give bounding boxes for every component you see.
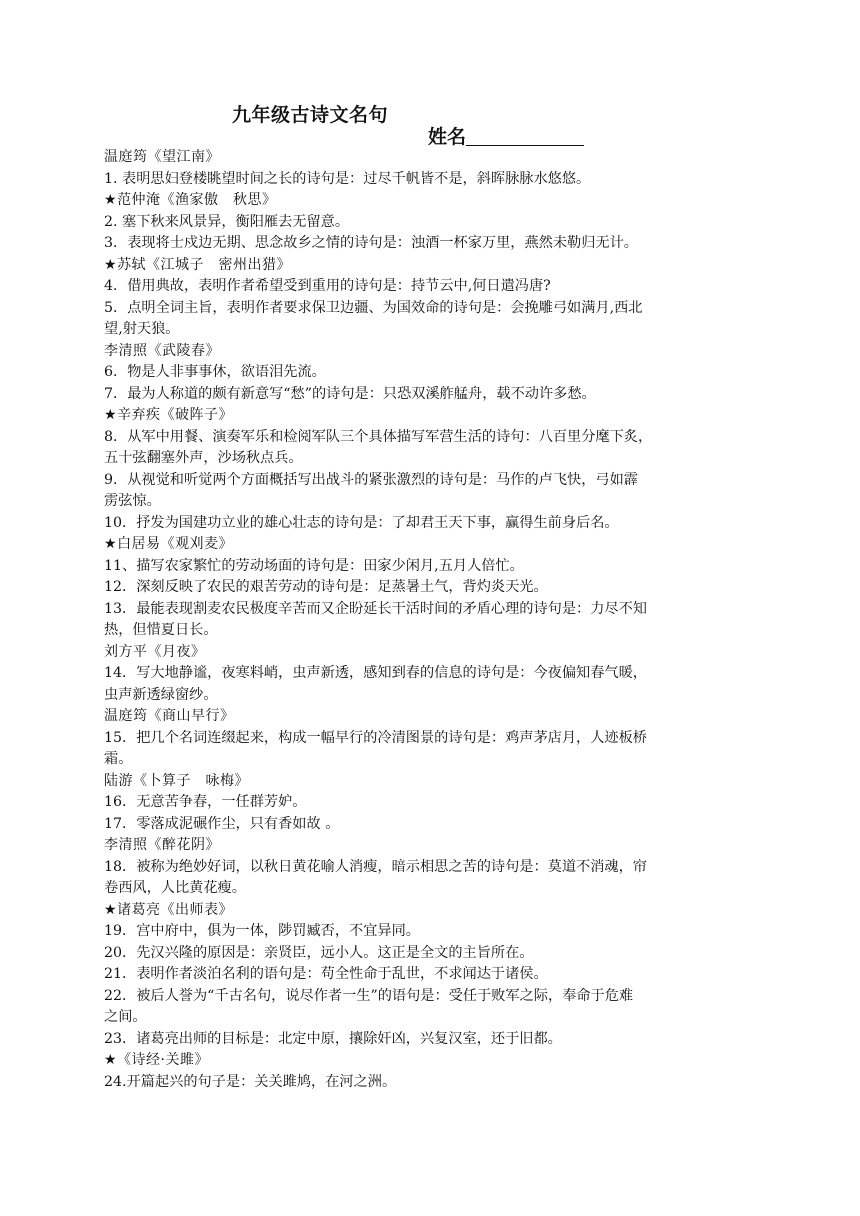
quote-text: 之间。 xyxy=(104,1009,147,1025)
source-heading xyxy=(104,1050,764,1072)
source-heading xyxy=(104,255,764,277)
quote-text: 7．最为人称道的颇有新意写“愁”的诗句是：只恐双溪舴艋舟，载不动许多愁。 xyxy=(104,385,596,402)
quote-line xyxy=(104,943,764,965)
poem-list xyxy=(104,147,764,1093)
quote-line xyxy=(104,878,764,900)
source-text: 白居易《观刈麦》 xyxy=(117,536,234,552)
quote-text: 8．从军中用餐、演奏军乐和检阅军队三个具体描写军营生活的诗句：八百里分麾下炙， xyxy=(104,428,653,445)
quote-text: 12．深刻反映了农民的艰苦劳动的诗句是：足蒸暑土气，背灼炎天光。 xyxy=(104,579,548,595)
quote-line xyxy=(104,427,764,449)
quote-line xyxy=(104,362,764,384)
quote-line xyxy=(104,857,764,879)
quote-line xyxy=(104,212,764,234)
quote-text: 10．抒发为国建功立业的雄心壮志的诗句是：了却君王天下事，赢得生前身后名。 xyxy=(104,514,619,531)
quote-line xyxy=(104,814,764,836)
quote-text: 霜。 xyxy=(104,751,133,767)
quote-line xyxy=(104,448,764,470)
source-heading xyxy=(104,147,764,169)
quote-text: 16．无意苦争春，一任群芳妒。 xyxy=(104,794,307,810)
source-heading xyxy=(104,706,764,728)
quote-line xyxy=(104,491,764,513)
star-icon: ★ xyxy=(104,407,118,423)
quote-line xyxy=(104,1007,764,1029)
quote-line xyxy=(104,470,764,492)
quote-text: 4．借用典故，表明作者希望受到重用的诗句是：持节云中,何日遣冯唐? xyxy=(104,278,551,294)
quote-line xyxy=(104,749,764,771)
source-heading xyxy=(104,534,764,556)
quote-text: 2. 塞下秋来风景异，衡阳雁去无留意。 xyxy=(104,213,350,230)
star-icon: ★ xyxy=(104,1052,118,1068)
quote-text: 5．点明全词主旨，表明作者要求保卫边疆、为国效命的诗句是：会挽雕弓如满月,西北 xyxy=(104,299,643,316)
source-text: 《诗经·关雎》 xyxy=(117,1052,210,1068)
quote-text: 3．表现将士戍边无期、思念故乡之情的诗句是：浊酒一杯家万里，燕然未勒归无计。 xyxy=(104,235,638,251)
source-text: 范仲淹《渔家傲 秋思》 xyxy=(117,192,277,208)
quote-text: 雳弦惊。 xyxy=(104,493,161,509)
quote-line xyxy=(104,728,764,750)
source-text: 温庭筠《望江南》 xyxy=(104,149,220,165)
source-text: 诸葛亮《出师表》 xyxy=(117,901,234,918)
quote-text: 9．从视觉和听觉两个方面概括写出战斗的紧张激烈的诗句是：马作的卢飞快，弓如霹 xyxy=(104,471,638,488)
quote-text: 14．写大地静谧，夜寒料峭，虫声新透，感知到春的信息的诗句是：今夜偏知春气暖， xyxy=(104,665,647,681)
quote-line xyxy=(104,663,764,685)
name-blank-line xyxy=(466,125,584,146)
quote-text: 虫声新透绿窗纱。 xyxy=(104,686,218,703)
source-text: 李清照《武陵春》 xyxy=(104,342,220,359)
source-text: 温庭筠《商山早行》 xyxy=(104,708,235,724)
quote-line xyxy=(104,685,764,707)
quote-line xyxy=(104,620,764,642)
quote-text: 17．零落成泥碾作尘，只有香如故 。 xyxy=(104,815,340,832)
quote-text: 11、描写农家繁忙的劳动场面的诗句是：田家少闲月,五月人倍忙。 xyxy=(104,557,524,574)
star-icon: ★ xyxy=(104,536,118,552)
source-heading xyxy=(104,835,764,857)
source-text: 辛弃疾《破阵子》 xyxy=(117,407,234,423)
quote-text: 24.开篇起兴的句子是：关关雎鸠，在河之洲。 xyxy=(104,1073,397,1090)
quote-line xyxy=(104,384,764,406)
quote-line xyxy=(104,319,764,341)
quote-line xyxy=(104,513,764,535)
quote-text: 23．诸葛亮出师的目标是：北定中原，攘除奸凶，兴复汉室，还于旧都。 xyxy=(104,1030,562,1047)
quote-text: 22．被后人誉为“千古名句，说尽作者一生”的语句是：受任于败军之际，奉命于危难 xyxy=(104,987,634,1004)
quote-text: 19．宫中府中，俱为一体，陟罚臧否，不宜异同。 xyxy=(104,923,420,939)
page-title: 九年级古诗文名句 xyxy=(232,104,389,126)
source-text: 李清照《醉花阴》 xyxy=(104,837,220,853)
quote-line xyxy=(104,599,764,621)
source-text: 陆游《卜算子 咏梅》 xyxy=(104,772,249,789)
source-heading xyxy=(104,190,764,212)
quote-line xyxy=(104,556,764,578)
quote-text: 18．被称为绝妙好词，以秋日黄花喻人消瘦，暗示相思之苦的诗句是：莫道不消魂，帘 xyxy=(104,858,647,875)
quote-line xyxy=(104,964,764,986)
quote-line xyxy=(104,298,764,320)
source-heading xyxy=(104,341,764,363)
star-icon: ★ xyxy=(104,256,118,273)
quote-line xyxy=(104,792,764,814)
quote-text: 21．表明作者淡泊名利的语句是：苟全性命于乱世，不求闻达于诸侯。 xyxy=(104,966,548,982)
quote-text: 望,射天狼。 xyxy=(104,321,180,337)
source-text: 苏轼《江城子 密州出猎》 xyxy=(117,256,292,273)
name-label-text: 姓名 xyxy=(428,126,467,148)
quote-line xyxy=(104,577,764,599)
star-icon: ★ xyxy=(104,192,118,208)
quote-text: 热，但惜夏日长。 xyxy=(104,622,218,638)
quote-line xyxy=(104,169,764,191)
source-text: 刘方平《月夜》 xyxy=(104,643,206,660)
star-icon: ★ xyxy=(104,901,118,918)
quote-line xyxy=(104,921,764,943)
quote-line xyxy=(104,1029,764,1051)
source-heading xyxy=(104,900,764,922)
source-heading xyxy=(104,771,764,793)
quote-text: 20．先汉兴隆的原因是：亲贤臣，远小人。这正是全文的主旨所在。 xyxy=(104,944,534,961)
quote-line xyxy=(104,986,764,1008)
quote-text: 13．最能表现割麦农民极度辛苦而又企盼延长干活时间的矛盾心理的诗句是：力尽不知 xyxy=(104,600,647,617)
source-heading xyxy=(104,642,764,664)
source-heading xyxy=(104,405,764,427)
quote-line xyxy=(104,1072,764,1094)
quote-text: 1. 表明思妇登楼眺望时间之长的诗句是：过尽千帆皆不是，斜晖脉脉水悠悠。 xyxy=(104,170,591,187)
quote-text: 卷西风，人比黄花瘦。 xyxy=(104,880,246,896)
quote-text: 15．把几个名词连缀起来，构成一幅早行的冷清图景的诗句是：鸡声茅店月，人迹板桥 xyxy=(104,729,647,746)
name-field-label xyxy=(428,122,584,149)
quote-text: 五十弦翻塞外声，沙场秋点兵。 xyxy=(104,450,303,466)
quote-line xyxy=(104,276,764,298)
quote-text: 6．物是人非事事休，欲语泪先流。 xyxy=(104,364,326,380)
quote-line xyxy=(104,233,764,255)
